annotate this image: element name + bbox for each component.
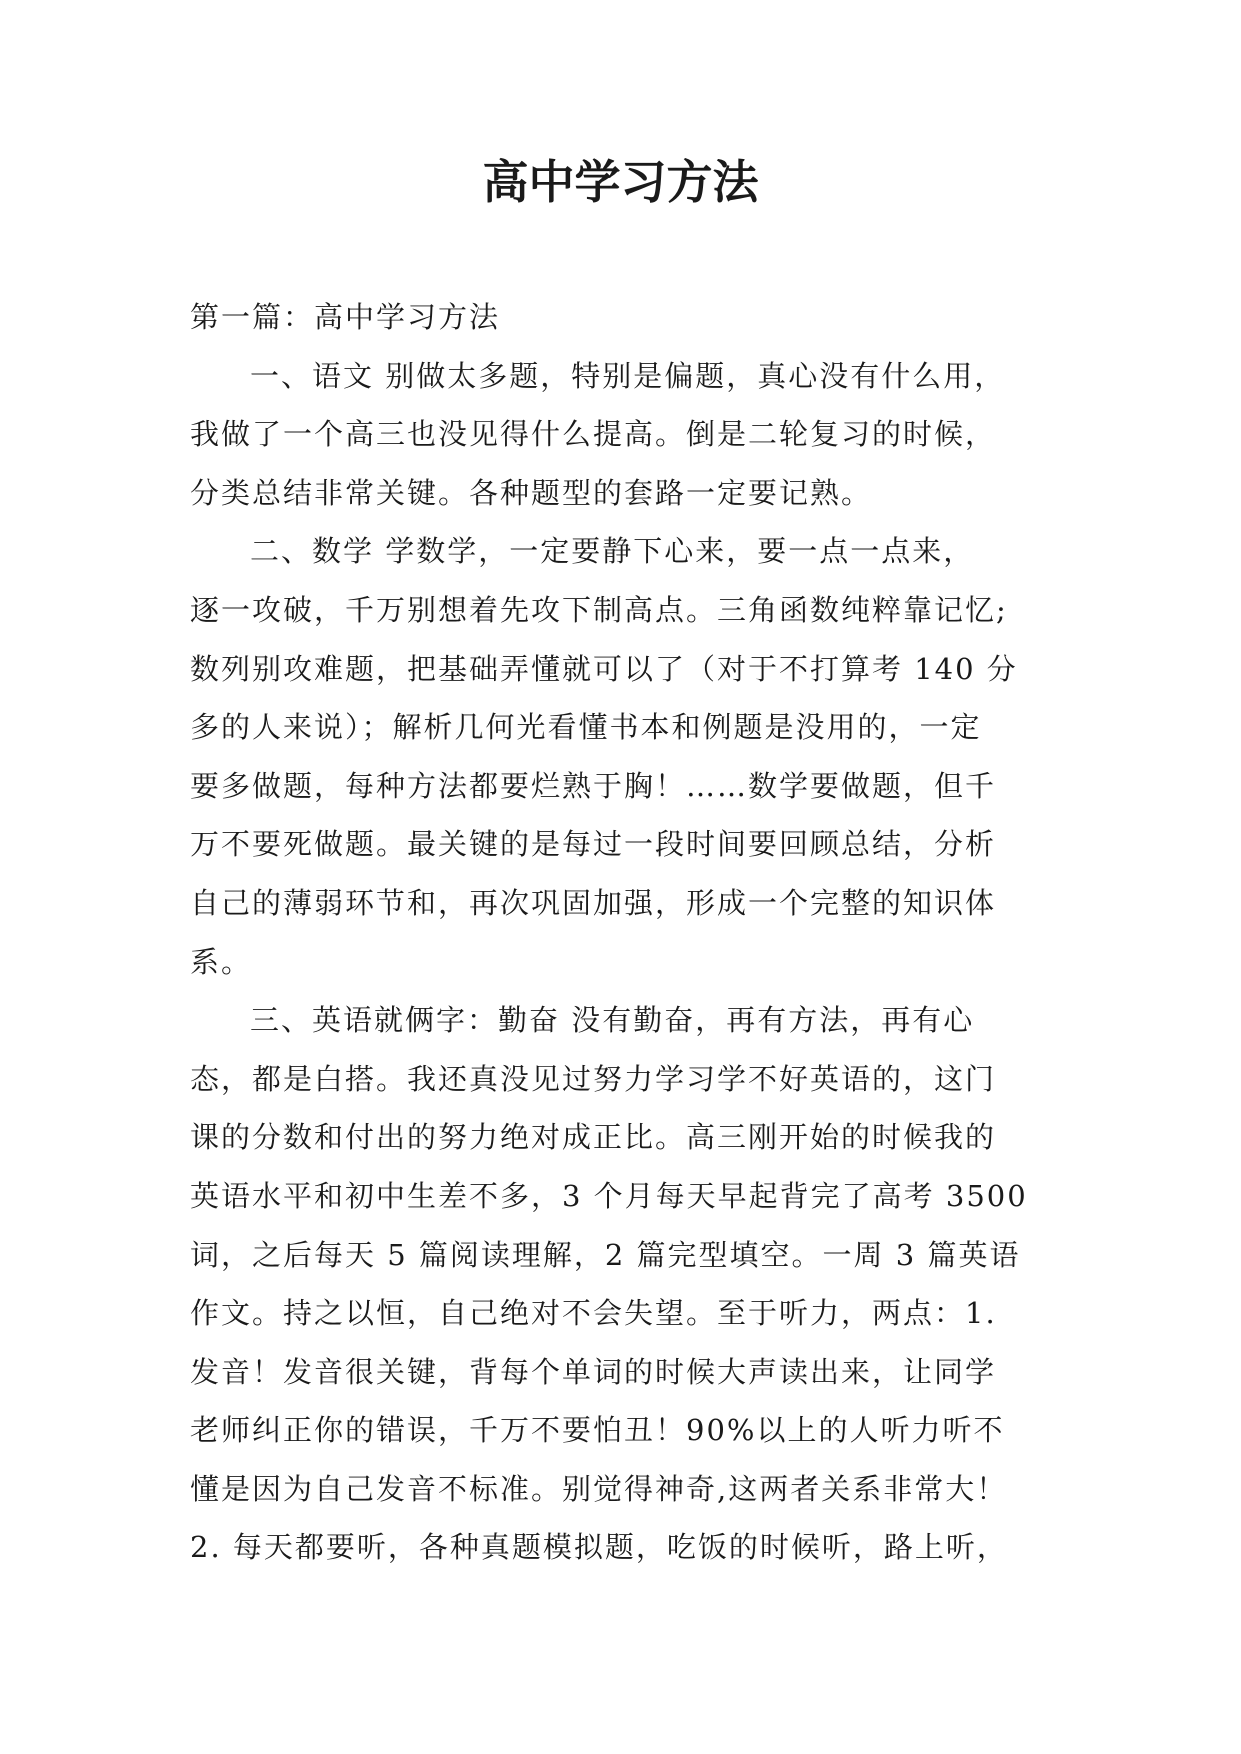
paragraph-line: 一、语文 别做太多题，特别是偏题，真心没有什么用， [250, 358, 1006, 393]
paragraph-line: 分类总结非常关键。各种题型的套路一定要记熟。 [190, 475, 873, 510]
paragraph-line: 二、数学 学数学，一定要静下心来，要一点一点来， [250, 534, 975, 569]
paragraph-line: 作文。持之以恒，自己绝对不会失望。至于听力，两点：1. [190, 1296, 997, 1331]
paragraph-line: 态，都是白搭。我还真没见过努力学习学不好英语的，这门 [190, 1061, 997, 1096]
paragraph-line: 懂是因为自己发音不标准。别觉得神奇,这两者关系非常大！ [190, 1471, 1008, 1506]
paragraph-line: 老师纠正你的错误，千万不要怕丑！90%以上的人听力听不 [190, 1413, 1005, 1448]
paragraph-line: 万不要死做题。最关键的是每过一段时间要回顾总结，分析 [190, 827, 997, 862]
paragraph-line: 词，之后每天 5 篇阅读理解，2 篇完型填空。一周 3 篇英语 [190, 1237, 1021, 1272]
paragraph-line: 数列别攻难题，把基础弄懂就可以了（对于不打算考 140 分 [190, 651, 1018, 686]
paragraph-line: 逐一攻破，千万别想着先攻下制高点。三角函数纯粹靠记忆; [190, 592, 1008, 627]
paragraph-line: 我做了一个高三也没见得什么提高。倒是二轮复习的时候， [190, 417, 997, 452]
paragraph-line: 自己的薄弱环节和，再次巩固加强，形成一个完整的知识体 [190, 885, 997, 920]
paragraph-line: 发音！发音很关键，背每个单词的时候大声读出来，让同学 [190, 1354, 997, 1389]
paragraph-line: 多的人来说）；解析几何光看懂书本和例题是没用的，一定 [190, 710, 982, 745]
paragraph-line: 2. 每天都要听，各种真题模拟题，吃饭的时候听，路上听， [190, 1530, 1008, 1565]
section-heading: 第一篇：高中学习方法 [190, 300, 501, 334]
paragraph-line: 英语水平和初中生差不多，3 个月每天早起背完了高考 3500 [190, 1178, 1028, 1213]
document-body [190, 288, 1058, 1577]
paragraph-line: 三、英语就俩字：勤奋 没有勤奋，再有方法，再有心 [250, 1003, 975, 1038]
paragraph-line: 要多做题，每种方法都要烂熟于胸！……数学要做题，但千 [190, 768, 997, 803]
paragraph-line: 课的分数和付出的努力绝对成正比。高三刚开始的时候我的 [190, 1120, 997, 1155]
paragraph-line: 系。 [190, 944, 253, 979]
document-title: 高中学习方法 [482, 155, 759, 209]
